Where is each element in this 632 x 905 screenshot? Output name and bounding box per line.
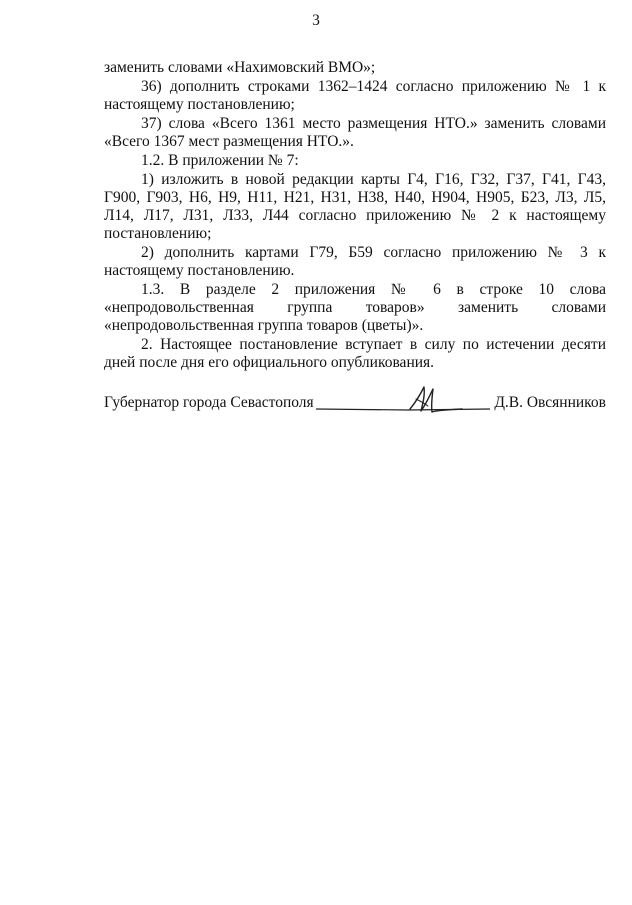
paragraph: заменить словами «Нахимовский ВМО»; — [104, 59, 376, 76]
paragraph: 1.2. В приложении № 7: — [141, 152, 299, 169]
paragraph: 2) дополнить картами Г79, Б59 согласно приложению № 3 к настоящему постановлению. — [104, 244, 606, 279]
paragraph: 1.3. В разделе 2 приложения № 6 в строке 10 слова «непродовольственная группа товаров» заменить словами «непродовольственная группа товаров (цветы)». — [104, 281, 606, 334]
page-number: 3 — [312, 12, 320, 29]
signature-block — [104, 385, 606, 425]
paragraph: 37) слова «Всего 1361 место размещения НТО.» заменить словами «Всего 1367 мест размещения НТО.». — [104, 115, 606, 150]
paragraph: 36) дополнить строками 1362–1424 согласно приложению № 1 к настоящему постановлению; — [104, 78, 606, 113]
signatory-title: Губернатор города Севастополя — [104, 394, 314, 411]
paragraph: 1) изложить в новой редакции карты Г4, Г16, Г32, Г37, Г41, Г43, Г900, Г903, Н6, Н9, Н11, Н21, Н31, Н38, Н40, Н904, Н905, Б23, Л3, Л5, Л14, Л17, Л31, Л33, Л44 согласно приложению № 2 к настоящему постановлению; — [104, 171, 606, 242]
signatory-name: Д.В. Овсянников — [494, 394, 606, 411]
document-body — [104, 59, 606, 373]
handwritten-signature — [312, 385, 498, 425]
paragraph: 2. Настоящее постановление вступает в силу по истечении десяти дней после дня его официального опубликования. — [104, 336, 606, 371]
